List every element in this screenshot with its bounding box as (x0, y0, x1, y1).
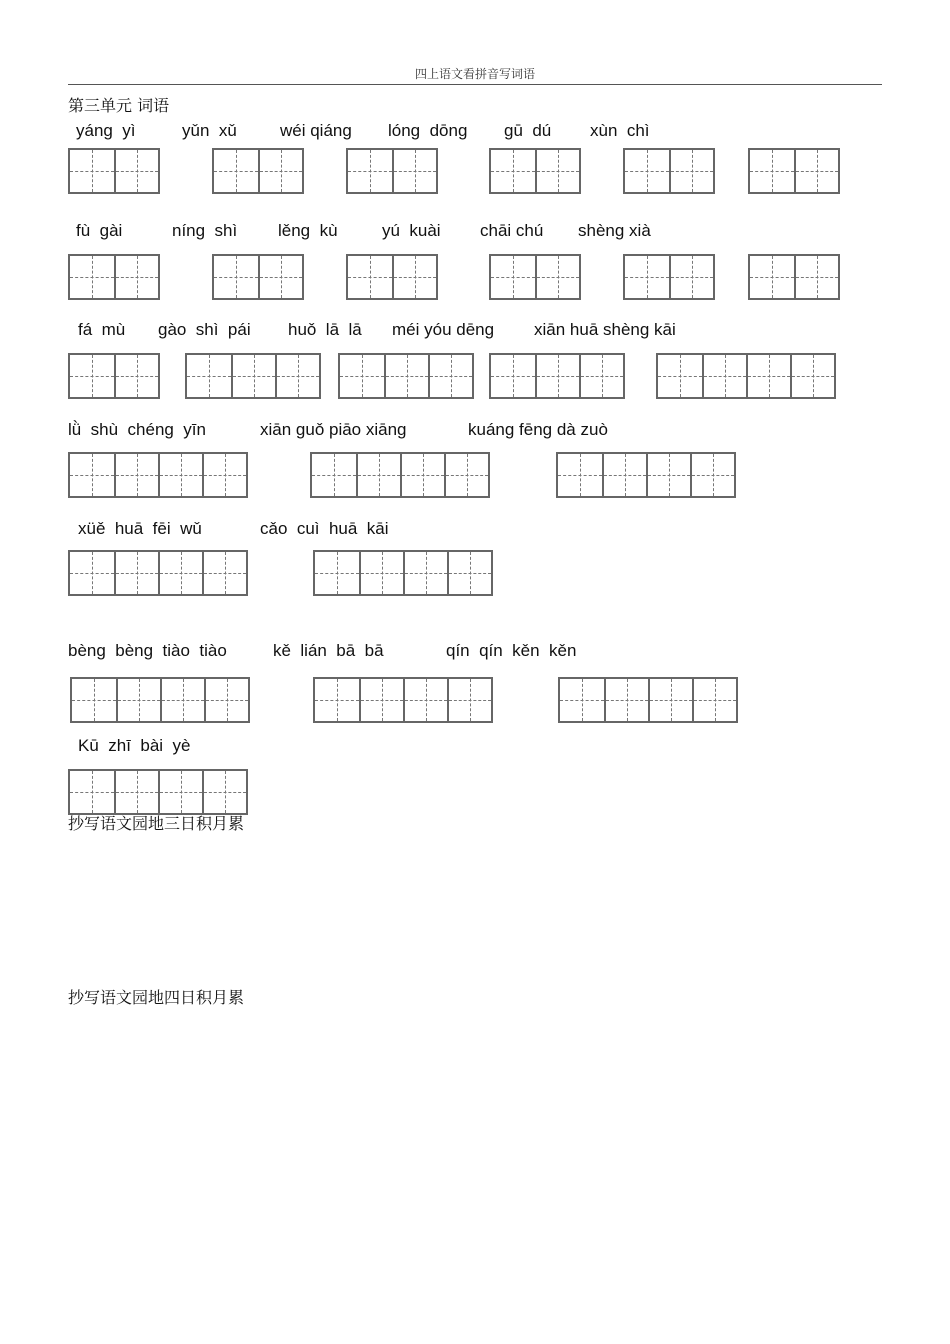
writing-grid[interactable] (313, 677, 493, 723)
writing-grid[interactable] (185, 353, 321, 399)
tianzige-cell[interactable] (348, 150, 392, 192)
writing-grid[interactable] (68, 353, 160, 399)
pinyin-prompt: yáng yì (76, 121, 136, 140)
pinyin-prompt: bèng bèng tiào tiào (68, 641, 227, 660)
tianzige-cell[interactable] (750, 150, 794, 192)
tianzige-cell[interactable] (72, 679, 116, 721)
tianzige-cell[interactable] (491, 355, 535, 397)
tianzige-cell[interactable] (258, 150, 302, 192)
writing-grid[interactable] (68, 148, 160, 194)
pinyin-prompt: méi yóu dēng (392, 320, 495, 339)
pinyin-prompt: gū dú (504, 121, 552, 140)
pinyin-prompt: xüě huā fēi wǔ (78, 519, 202, 538)
tianzige-cell[interactable] (114, 150, 158, 192)
writing-grid[interactable] (556, 452, 736, 498)
tianzige-cell[interactable] (231, 355, 275, 397)
tianzige-cell[interactable] (315, 552, 359, 594)
tianzige-cell[interactable] (70, 454, 114, 496)
pinyin-prompt: wéi qiáng (280, 121, 352, 140)
tianzige-cell[interactable] (356, 454, 400, 496)
tianzige-cell[interactable] (114, 552, 158, 594)
writing-grid[interactable] (310, 452, 490, 498)
tianzige-cell[interactable] (160, 679, 204, 721)
tianzige-cell[interactable] (70, 771, 114, 813)
tianzige-cell[interactable] (340, 355, 384, 397)
pinyin-prompt: huǒ lā lā (288, 320, 362, 339)
tianzige-cell[interactable] (114, 256, 158, 298)
writing-grid[interactable] (748, 254, 840, 300)
pinyin-prompt: cǎo cuì huā kāi (260, 519, 389, 538)
tianzige-cell[interactable] (158, 771, 202, 813)
tianzige-cell[interactable] (275, 355, 319, 397)
tianzige-cell[interactable] (447, 679, 491, 721)
tianzige-cell[interactable] (444, 454, 488, 496)
tianzige-cell[interactable] (392, 256, 436, 298)
tianzige-cell[interactable] (158, 454, 202, 496)
tianzige-cell[interactable] (669, 256, 713, 298)
section-title: 第三单元 词语 (68, 96, 170, 115)
writing-grid[interactable] (313, 550, 493, 596)
writing-grid[interactable] (68, 452, 248, 498)
copy-section-title-unit4: 抄写语文园地四日积月累 (68, 988, 245, 1007)
writing-grid[interactable] (212, 254, 304, 300)
tianzige-cell[interactable] (202, 454, 246, 496)
tianzige-cell[interactable] (790, 355, 834, 397)
tianzige-cell[interactable] (403, 679, 447, 721)
pinyin-prompt: fù gài (76, 221, 123, 240)
tianzige-cell[interactable] (447, 552, 491, 594)
pinyin-prompt: xiān guǒ piāo xiāng (260, 420, 407, 439)
tianzige-cell[interactable] (604, 679, 648, 721)
writing-grid[interactable] (68, 550, 248, 596)
writing-grid[interactable] (623, 254, 715, 300)
tianzige-cell[interactable] (579, 355, 623, 397)
tianzige-cell[interactable] (315, 679, 359, 721)
tianzige-cell[interactable] (625, 150, 669, 192)
tianzige-cell[interactable] (384, 355, 428, 397)
tianzige-cell[interactable] (535, 150, 579, 192)
tianzige-cell[interactable] (669, 150, 713, 192)
tianzige-cell[interactable] (625, 256, 669, 298)
pinyin-prompt: yú kuài (382, 221, 441, 240)
pinyin-prompt: níng shì (172, 221, 238, 240)
tianzige-cell[interactable] (690, 454, 734, 496)
tianzige-cell[interactable] (602, 454, 646, 496)
tianzige-cell[interactable] (359, 552, 403, 594)
tianzige-cell[interactable] (70, 150, 114, 192)
writing-grid[interactable] (489, 353, 625, 399)
pinyin-prompt: yǔn xǔ (182, 121, 237, 140)
tianzige-cell[interactable] (560, 679, 604, 721)
pinyin-prompt: kě lián bā bā (273, 641, 384, 660)
tianzige-cell[interactable] (794, 256, 838, 298)
pinyin-prompt: Kū zhī bài yè (78, 736, 191, 755)
tianzige-cell[interactable] (202, 552, 246, 594)
tianzige-cell[interactable] (204, 679, 248, 721)
tianzige-cell[interactable] (491, 150, 535, 192)
writing-grid[interactable] (346, 254, 438, 300)
writing-grid[interactable] (748, 148, 840, 194)
tianzige-cell[interactable] (746, 355, 790, 397)
tianzige-cell[interactable] (658, 355, 702, 397)
tianzige-cell[interactable] (692, 679, 736, 721)
writing-grid[interactable] (70, 677, 250, 723)
pinyin-prompt: xiān huā shèng kāi (534, 320, 676, 339)
tianzige-cell[interactable] (114, 771, 158, 813)
tianzige-cell[interactable] (359, 679, 403, 721)
pinyin-prompt: fá mù (78, 320, 126, 339)
tianzige-cell[interactable] (214, 150, 258, 192)
tianzige-cell[interactable] (70, 552, 114, 594)
tianzige-cell[interactable] (646, 454, 690, 496)
tianzige-cell[interactable] (114, 355, 158, 397)
tianzige-cell[interactable] (400, 454, 444, 496)
tianzige-cell[interactable] (258, 256, 302, 298)
pinyin-prompt: chāi chú (480, 221, 544, 240)
writing-grid[interactable] (489, 254, 581, 300)
pinyin-prompt: kuáng fēng dà zuò (468, 420, 608, 439)
tianzige-cell[interactable] (214, 256, 258, 298)
writing-grid[interactable] (558, 677, 738, 723)
tianzige-cell[interactable] (392, 150, 436, 192)
tianzige-cell[interactable] (535, 355, 579, 397)
copy-section-title-unit3: 抄写语文园地三日积月累 (68, 814, 245, 833)
tianzige-cell[interactable] (312, 454, 356, 496)
writing-grid[interactable] (212, 148, 304, 194)
pinyin-prompt: qín qín kěn kěn (446, 641, 577, 660)
tianzige-cell[interactable] (348, 256, 392, 298)
tianzige-cell[interactable] (702, 355, 746, 397)
pinyin-prompt: lóng dōng (388, 121, 468, 140)
tianzige-cell[interactable] (535, 256, 579, 298)
pinyin-prompt: lěng kù (278, 221, 338, 240)
pinyin-prompt: lǜ shù chéng yīn (68, 420, 206, 439)
tianzige-cell[interactable] (403, 552, 447, 594)
writing-grid[interactable] (346, 148, 438, 194)
writing-grid[interactable] (489, 148, 581, 194)
tianzige-cell[interactable] (794, 150, 838, 192)
tianzige-cell[interactable] (116, 679, 160, 721)
tianzige-cell[interactable] (114, 454, 158, 496)
page-header: 四上语文看拼音写词语 (68, 66, 882, 85)
pinyin-prompt: gào shì pái (158, 320, 251, 339)
writing-grid[interactable] (68, 254, 160, 300)
tianzige-cell[interactable] (491, 256, 535, 298)
writing-grid[interactable] (623, 148, 715, 194)
tianzige-cell[interactable] (648, 679, 692, 721)
writing-grid[interactable] (656, 353, 836, 399)
tianzige-cell[interactable] (187, 355, 231, 397)
tianzige-cell[interactable] (70, 256, 114, 298)
pinyin-prompt: xùn chì (590, 121, 650, 140)
tianzige-cell[interactable] (158, 552, 202, 594)
pinyin-prompt: shèng xià (578, 221, 651, 240)
tianzige-cell[interactable] (750, 256, 794, 298)
tianzige-cell[interactable] (202, 771, 246, 813)
tianzige-cell[interactable] (70, 355, 114, 397)
tianzige-cell[interactable] (558, 454, 602, 496)
writing-grid[interactable] (68, 769, 248, 815)
tianzige-cell[interactable] (428, 355, 472, 397)
writing-grid[interactable] (338, 353, 474, 399)
